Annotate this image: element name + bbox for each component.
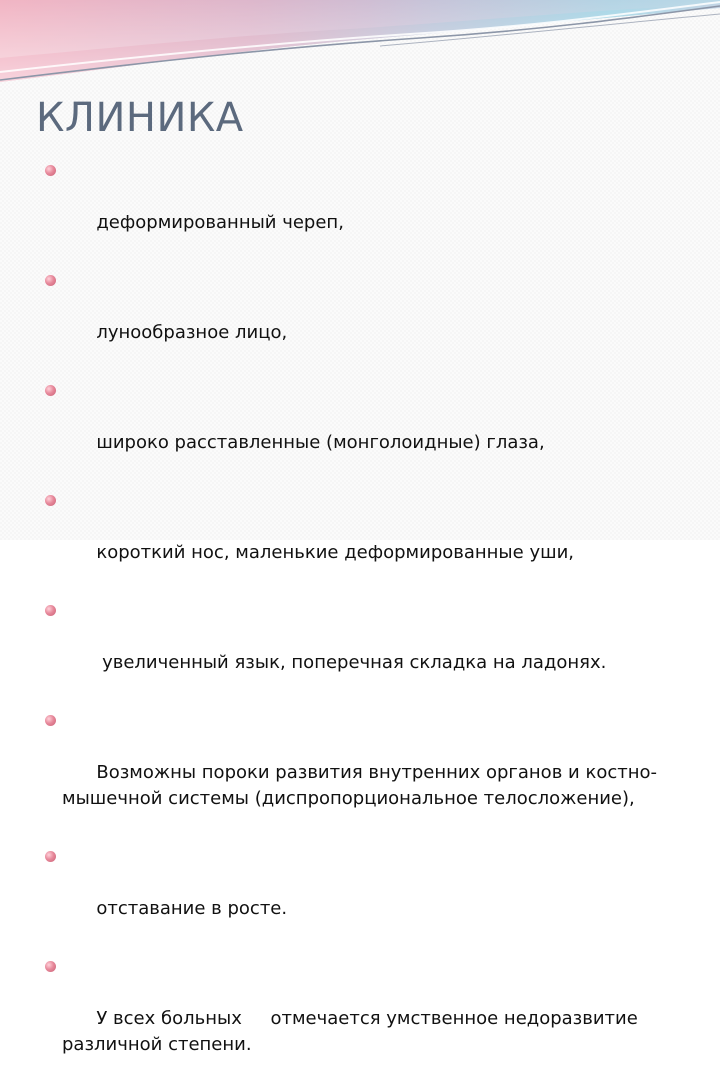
bullet-dot-icon <box>45 495 56 506</box>
bullet-text: увеличенный язык, поперечная складка на ладонях. <box>96 652 607 673</box>
bullet-text: Возможны пороки развития внутренних органов и костно-мышечной системы (диспропорциональное телосложение), <box>62 762 657 809</box>
bullet-dot-icon <box>45 605 56 616</box>
list-item <box>44 598 694 702</box>
list-item <box>44 708 694 838</box>
bullet-list <box>44 158 694 1090</box>
list-item <box>44 158 694 262</box>
list-item <box>44 844 694 948</box>
bullet-text: лунообразное лицо, <box>96 322 288 343</box>
bullet-text: отставание в росте. <box>96 898 288 919</box>
list-item <box>44 954 694 1084</box>
bullet-dot-icon <box>45 275 56 286</box>
bullet-text: У всех больных отмечается умственное недоразвитие различной степени. <box>62 1008 644 1055</box>
bullet-dot-icon <box>45 385 56 396</box>
bullet-dot-icon <box>45 961 56 972</box>
bullet-dot-icon <box>45 165 56 176</box>
slide-title: КЛИНИКА <box>36 95 244 141</box>
header-wave-decoration <box>0 0 720 95</box>
bullet-text: деформированный череп, <box>96 212 344 233</box>
bullet-dot-icon <box>45 715 56 726</box>
list-item <box>44 378 694 482</box>
bullet-text: широко расставленные (монголоидные) глаза, <box>96 432 545 453</box>
list-item <box>44 268 694 372</box>
list-item <box>44 488 694 592</box>
bullet-dot-icon <box>45 851 56 862</box>
bullet-text: короткий нос, маленькие деформированные уши, <box>96 542 574 563</box>
